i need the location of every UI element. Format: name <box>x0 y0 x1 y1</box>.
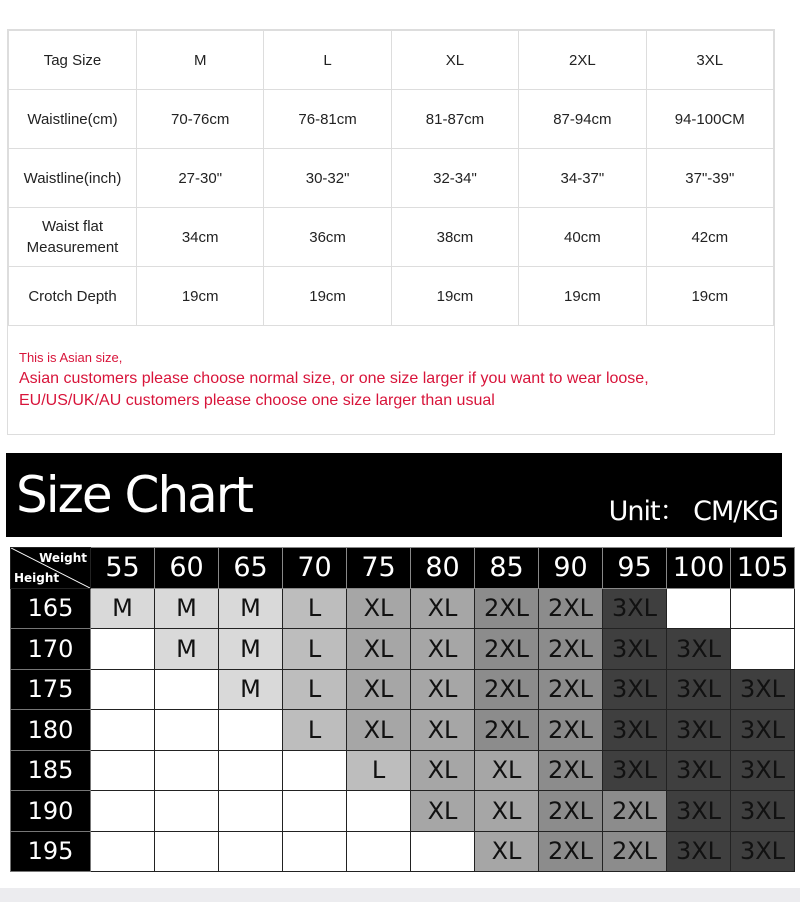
size-cell: 3XL <box>667 831 731 872</box>
size-cell <box>155 669 219 710</box>
height-header: 185 <box>11 750 91 791</box>
size-cell: 3XL <box>603 710 667 751</box>
spec-cell: 30-32" <box>264 149 391 208</box>
size-cell <box>219 710 283 751</box>
size-cell: XL <box>411 629 475 670</box>
size-cell: XL <box>475 791 539 832</box>
spec-cell: Crotch Depth <box>9 267 137 326</box>
size-cell: XL <box>347 588 411 629</box>
size-cell <box>667 588 731 629</box>
size-cell: 2XL <box>539 588 603 629</box>
spec-cell: 76-81cm <box>264 90 391 149</box>
spec-row <box>9 208 774 267</box>
grid-row <box>11 791 795 832</box>
size-cell <box>155 750 219 791</box>
size-cell: 2XL <box>475 629 539 670</box>
spec-cell: 19cm <box>646 267 773 326</box>
size-cell: XL <box>411 710 475 751</box>
size-cell <box>219 791 283 832</box>
weight-header: 55 <box>91 548 155 589</box>
size-cell: 3XL <box>667 629 731 670</box>
size-cell: 3XL <box>667 750 731 791</box>
corner-cell <box>11 548 91 589</box>
spec-cell: 3XL <box>646 31 773 90</box>
weight-header: 105 <box>731 548 795 589</box>
spec-row <box>9 267 774 326</box>
height-header: 180 <box>11 710 91 751</box>
size-cell: 3XL <box>603 669 667 710</box>
spec-cell: 37"-39" <box>646 149 773 208</box>
spec-cell: Waist flat Measurement <box>9 208 137 267</box>
grid-row <box>11 750 795 791</box>
size-cell: XL <box>411 669 475 710</box>
size-note <box>8 326 774 434</box>
spec-cell: 32-34" <box>391 149 518 208</box>
size-cell: 3XL <box>731 791 795 832</box>
size-cell: L <box>283 669 347 710</box>
spec-cell: 27-30" <box>137 149 264 208</box>
size-cell: M <box>219 669 283 710</box>
size-cell <box>219 831 283 872</box>
size-cell: 2XL <box>539 750 603 791</box>
spec-cell: 36cm <box>264 208 391 267</box>
grid-row <box>11 588 795 629</box>
spec-header-row <box>9 31 774 90</box>
size-cell <box>91 669 155 710</box>
size-cell: L <box>283 629 347 670</box>
weight-header: 80 <box>411 548 475 589</box>
grid-row <box>11 669 795 710</box>
size-cell: XL <box>411 588 475 629</box>
size-cell: 3XL <box>731 831 795 872</box>
size-cell: 2XL <box>603 791 667 832</box>
spec-cell: 19cm <box>519 267 646 326</box>
weight-header: 60 <box>155 548 219 589</box>
size-cell: M <box>155 629 219 670</box>
grid-row <box>11 710 795 751</box>
footer-strip <box>0 888 800 902</box>
size-cell: 2XL <box>539 710 603 751</box>
height-header: 195 <box>11 831 91 872</box>
height-header: 190 <box>11 791 91 832</box>
size-cell <box>91 710 155 751</box>
weight-header: 100 <box>667 548 731 589</box>
weight-header: 90 <box>539 548 603 589</box>
size-cell: 2XL <box>539 669 603 710</box>
size-cell <box>91 750 155 791</box>
size-cell: 3XL <box>731 750 795 791</box>
weight-header: 70 <box>283 548 347 589</box>
banner-unit: Unit： CM/KG <box>608 496 778 527</box>
spec-row <box>9 149 774 208</box>
size-cell: 2XL <box>603 831 667 872</box>
spec-row <box>9 90 774 149</box>
size-cell: XL <box>347 710 411 751</box>
size-cell: XL <box>347 629 411 670</box>
size-cell: XL <box>475 750 539 791</box>
grid-row <box>11 629 795 670</box>
size-cell: XL <box>475 831 539 872</box>
size-cell <box>283 791 347 832</box>
spec-cell: Waistline(cm) <box>9 90 137 149</box>
spec-cell: 38cm <box>391 208 518 267</box>
spec-cell: 19cm <box>264 267 391 326</box>
spec-cell: 34-37" <box>519 149 646 208</box>
size-cell: L <box>347 750 411 791</box>
size-cell <box>155 831 219 872</box>
size-cell: L <box>283 710 347 751</box>
size-cell <box>411 831 475 872</box>
grid-header-row <box>11 548 795 589</box>
size-cell <box>283 831 347 872</box>
size-cell: M <box>155 588 219 629</box>
spec-cell: 19cm <box>391 267 518 326</box>
size-cell: XL <box>411 791 475 832</box>
spec-cell: 40cm <box>519 208 646 267</box>
weight-header: 65 <box>219 548 283 589</box>
size-cell <box>155 791 219 832</box>
size-cell <box>347 831 411 872</box>
spec-cell: 34cm <box>137 208 264 267</box>
spec-cell: Waistline(inch) <box>9 149 137 208</box>
spec-cell: 19cm <box>137 267 264 326</box>
size-cell: M <box>219 629 283 670</box>
size-cell: XL <box>411 750 475 791</box>
size-cell <box>283 750 347 791</box>
size-cell: L <box>283 588 347 629</box>
spec-table-container <box>7 29 775 435</box>
size-chart-banner <box>6 453 782 537</box>
size-cell: XL <box>347 669 411 710</box>
spec-cell: L <box>264 31 391 90</box>
size-cell: 3XL <box>731 710 795 751</box>
size-cell: 2XL <box>539 791 603 832</box>
spec-cell: 2XL <box>519 31 646 90</box>
size-cell: M <box>91 588 155 629</box>
size-cell <box>91 629 155 670</box>
size-cell: 2XL <box>539 629 603 670</box>
size-cell: M <box>219 588 283 629</box>
height-header: 170 <box>11 629 91 670</box>
spec-table <box>8 30 774 326</box>
spec-cell: 87-94cm <box>519 90 646 149</box>
note-line: EU/US/UK/AU customers please choose one size larger than usual <box>19 392 495 409</box>
height-header: 165 <box>11 588 91 629</box>
size-grid <box>10 547 795 872</box>
spec-cell: M <box>137 31 264 90</box>
size-cell: 3XL <box>667 669 731 710</box>
size-cell: 2XL <box>475 588 539 629</box>
corner-height-label: Height <box>14 570 60 585</box>
size-cell: 3XL <box>667 791 731 832</box>
size-cell <box>731 588 795 629</box>
size-cell <box>91 831 155 872</box>
size-cell <box>219 750 283 791</box>
banner-title: Size Chart <box>16 466 252 524</box>
corner-weight-label: Weight <box>39 551 87 565</box>
grid-row <box>11 831 795 872</box>
size-cell: 3XL <box>603 750 667 791</box>
weight-header: 95 <box>603 548 667 589</box>
spec-cell: Tag Size <box>9 31 137 90</box>
note-line: This is Asian size, <box>19 350 123 365</box>
size-cell: 3XL <box>603 588 667 629</box>
size-cell: 3XL <box>667 710 731 751</box>
size-cell: 3XL <box>603 629 667 670</box>
note-line: Asian customers please choose normal size, or one size larger if you want to wear loose, <box>19 370 649 387</box>
size-cell <box>731 629 795 670</box>
size-cell <box>155 710 219 751</box>
weight-header: 75 <box>347 548 411 589</box>
weight-header: 85 <box>475 548 539 589</box>
size-cell: 2XL <box>539 831 603 872</box>
spec-cell: 94-100CM <box>646 90 773 149</box>
spec-cell: 42cm <box>646 208 773 267</box>
size-cell: 2XL <box>475 710 539 751</box>
height-header: 175 <box>11 669 91 710</box>
spec-cell: XL <box>391 31 518 90</box>
size-cell <box>91 791 155 832</box>
size-cell: 2XL <box>475 669 539 710</box>
size-cell <box>347 791 411 832</box>
spec-cell: 81-87cm <box>391 90 518 149</box>
size-cell: 3XL <box>731 669 795 710</box>
spec-cell: 70-76cm <box>137 90 264 149</box>
